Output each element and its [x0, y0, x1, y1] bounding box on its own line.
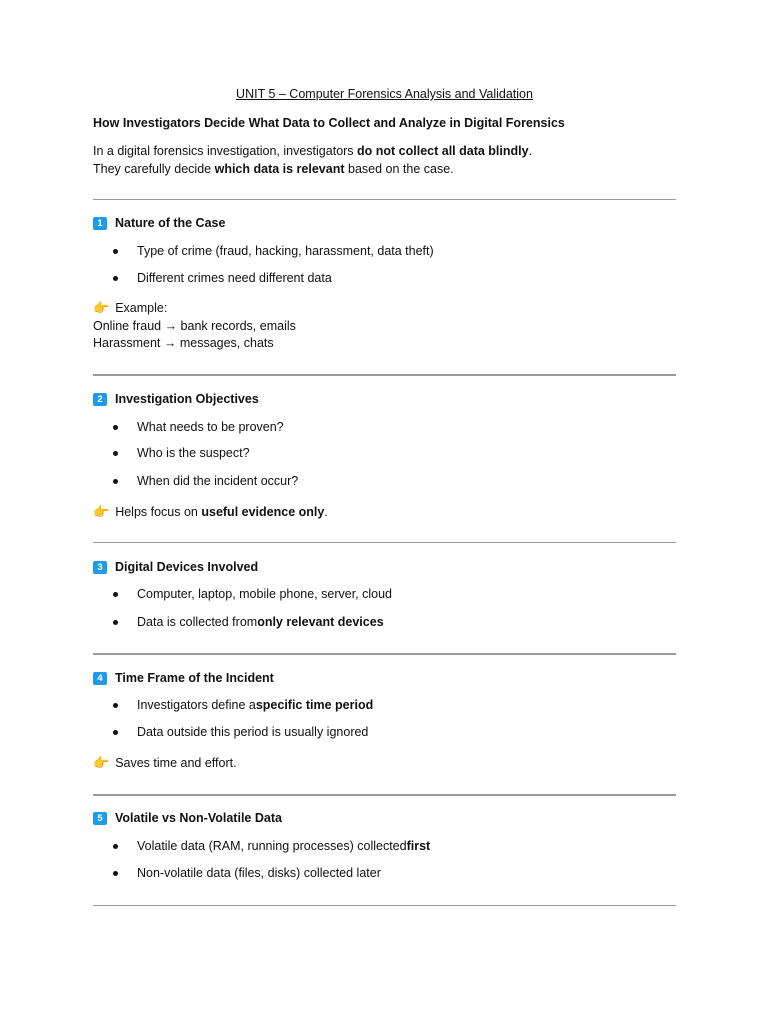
keycap-3-icon: 3 — [93, 561, 107, 574]
note-text: Helps focus on — [115, 505, 202, 519]
list-item-text: Computer, laptop, mobile phone, server, cloud — [137, 587, 393, 601]
section-heading-text: Investigation Objectives — [115, 392, 259, 406]
intro-emphasis: which data is relevant — [214, 162, 345, 176]
example-line: Online fraud → bank records, emails — [93, 318, 296, 333]
keycap-2-icon: 2 — [93, 393, 107, 406]
list-item — [113, 725, 368, 739]
section-divider — [93, 199, 676, 200]
list-item-text: Different crimes need different data — [137, 271, 332, 285]
list-item-text: Non-volatile data (files, disks) collected later — [137, 866, 381, 880]
section-divider — [93, 794, 676, 796]
list-item-emphasis: first — [406, 839, 431, 853]
keycap-5-icon: 5 — [93, 812, 107, 825]
section-divider — [93, 374, 676, 376]
note-emphasis: useful evidence only — [201, 505, 325, 519]
list-item-text: Data is collected from — [137, 615, 258, 629]
bullet-icon — [113, 479, 118, 484]
bullet-icon — [113, 730, 118, 735]
list-item-text: What needs to be proven? — [137, 420, 284, 434]
section-1-heading — [93, 216, 225, 230]
section-heading-text: Digital Devices Involved — [115, 560, 259, 574]
focus-note — [93, 503, 328, 522]
note-label: Example: — [115, 301, 168, 315]
list-item-text: Data outside this period is usually ignored — [137, 725, 369, 739]
section-heading-text: Time Frame of the Incident — [115, 671, 274, 685]
intro-text: . — [528, 144, 533, 158]
bullet-icon — [113, 592, 118, 597]
intro-text: based on the case. — [344, 162, 454, 176]
keycap-1-icon: 1 — [93, 217, 107, 230]
bullet-icon — [113, 620, 118, 625]
intro-emphasis: do not collect all data blindly — [357, 144, 529, 158]
bullet-icon — [113, 276, 118, 281]
bullet-icon — [113, 425, 118, 430]
section-heading-text: Volatile vs Non-Volatile Data — [115, 811, 282, 825]
section-3-heading — [93, 560, 258, 574]
list-item-text: Who is the suspect? — [137, 446, 250, 460]
list-item — [113, 420, 284, 434]
list-item — [113, 271, 332, 285]
note-text: Saves time and effort. — [115, 756, 237, 770]
backhand-index-pointing-right-icon: 👉 — [93, 300, 110, 315]
example-note — [93, 299, 296, 353]
list-item — [113, 244, 434, 258]
note-text: . — [324, 505, 328, 519]
section-2-heading — [93, 392, 259, 406]
section-5-heading — [93, 811, 282, 825]
intro-paragraph — [93, 142, 532, 178]
list-item — [113, 446, 250, 460]
bullet-icon — [113, 844, 118, 849]
saves-time-note — [93, 754, 237, 773]
bullet-icon — [113, 871, 118, 876]
list-item-emphasis: only relevant devices — [257, 615, 384, 629]
document-title: UNIT 5 – Computer Forensics Analysis and Validation — [236, 87, 533, 101]
list-item-text: When did the incident occur? — [137, 474, 299, 488]
backhand-index-pointing-right-icon: 👉 — [93, 504, 110, 519]
section-divider — [93, 653, 676, 655]
bullet-icon — [113, 249, 118, 254]
list-item — [113, 474, 298, 488]
list-item — [113, 615, 384, 629]
list-item — [113, 698, 373, 712]
bullet-icon — [113, 703, 118, 708]
document-subtitle: How Investigators Decide What Data to Collect and Analyze in Digital Forensics — [93, 116, 565, 130]
backhand-index-pointing-right-icon: 👉 — [93, 755, 110, 770]
example-line: Harassment → messages, chats — [93, 336, 274, 350]
list-item — [113, 839, 430, 853]
list-item-text: Investigators define a — [137, 698, 256, 712]
intro-text: They carefully decide — [93, 162, 215, 176]
section-4-heading — [93, 671, 274, 685]
keycap-4-icon: 4 — [93, 672, 107, 685]
intro-text: In a digital forensics investigation, investigators — [93, 144, 358, 158]
section-heading-text: Nature of the Case — [115, 216, 226, 230]
list-item — [113, 866, 381, 880]
bullet-icon — [113, 451, 118, 456]
list-item-emphasis: specific time period — [255, 698, 374, 712]
list-item — [113, 587, 392, 601]
list-item-text: Volatile data (RAM, running processes) collected — [137, 839, 407, 853]
section-divider — [93, 905, 676, 906]
list-item-text: Type of crime (fraud, hacking, harassment, data theft) — [137, 244, 434, 258]
section-divider — [93, 542, 676, 543]
